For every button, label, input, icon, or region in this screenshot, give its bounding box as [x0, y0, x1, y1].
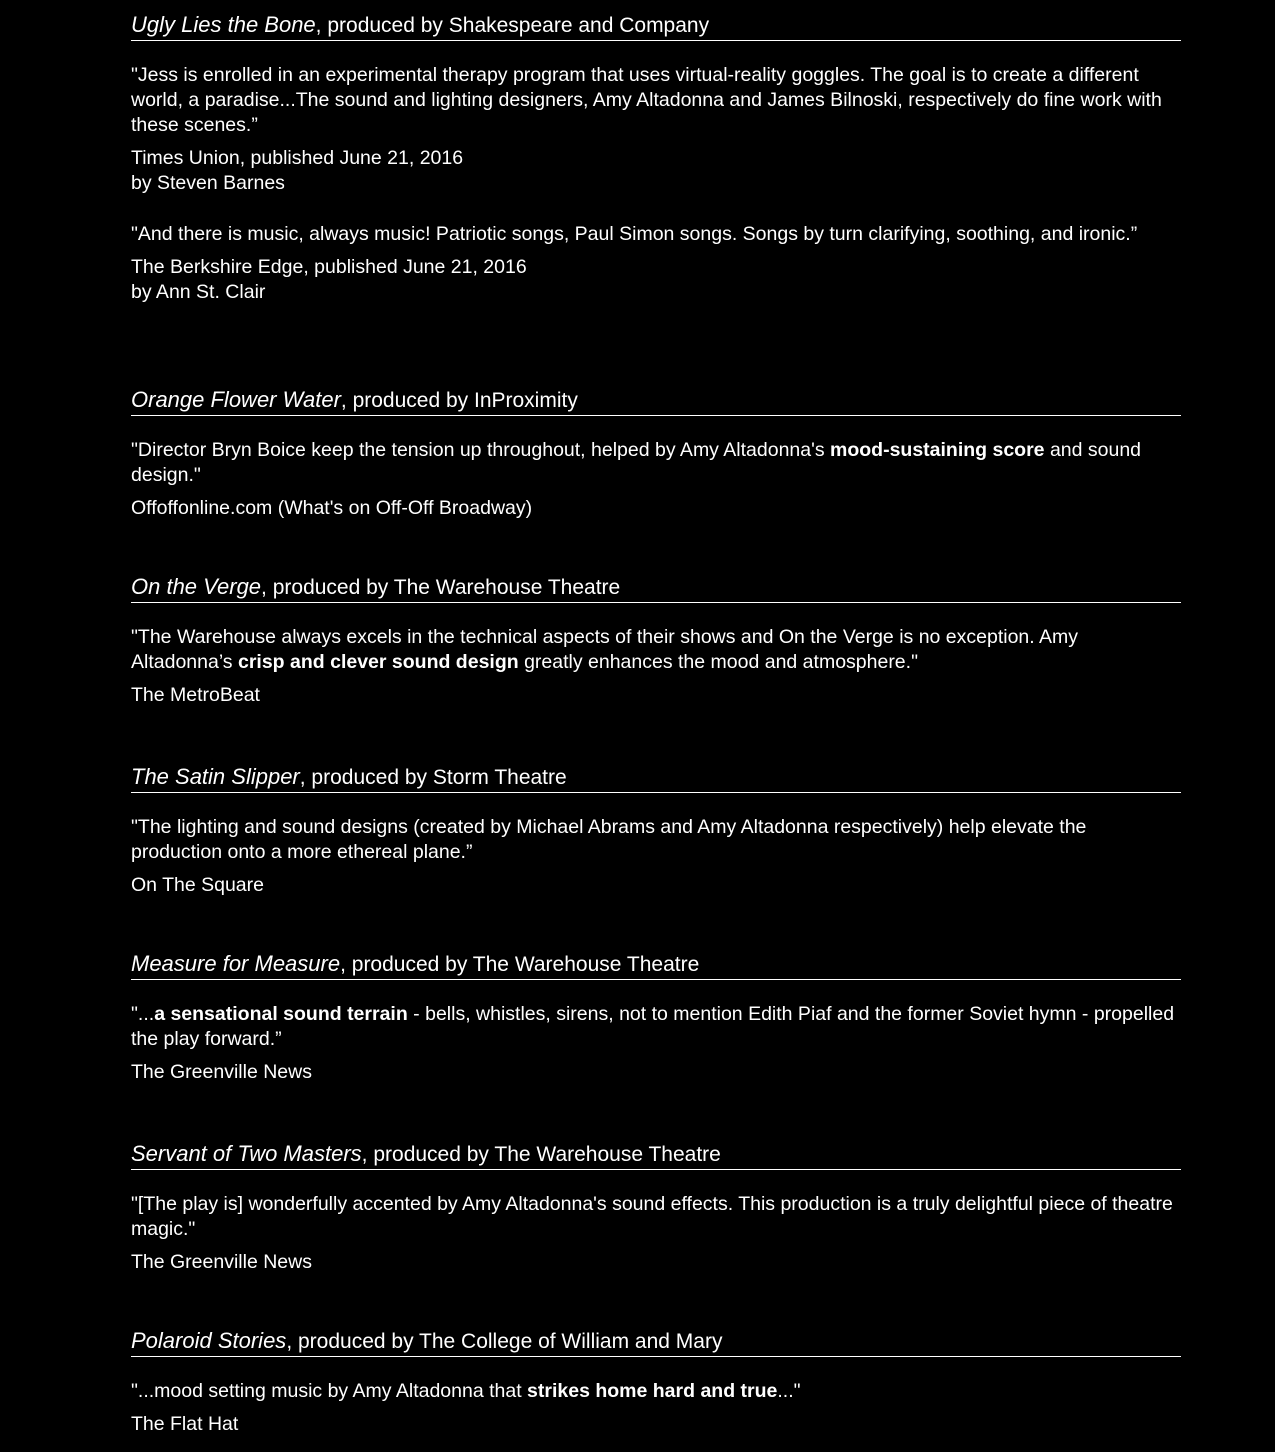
production-heading [131, 574, 1181, 603]
review-entry [131, 222, 1181, 305]
review-entry [131, 1002, 1181, 1085]
quote-emphasis: a sensational sound terrain [154, 1003, 408, 1025]
production-title: The Satin Slipper [131, 764, 300, 789]
production-heading [131, 951, 1181, 980]
review-quote [131, 1379, 1181, 1404]
review-source: Times Union, published June 21, 2016 [131, 147, 464, 169]
production-producer: , produced by The Warehouse Theatre [340, 953, 700, 976]
quote-text: and sound design." [131, 439, 1142, 486]
production-heading [131, 1141, 1181, 1170]
quote-text: "The Warehouse always excels in the technical aspects of their shows and On the Verge is no exception. Amy Altadonna’s [131, 626, 1079, 673]
production-section [131, 574, 1181, 708]
review-source: On The Square [131, 874, 264, 896]
production-section [131, 764, 1181, 898]
quote-emphasis: strikes home hard and true [527, 1380, 778, 1402]
production-heading [131, 12, 1181, 41]
review-entry [131, 1379, 1181, 1437]
production-heading [131, 387, 1181, 416]
quote-text: "The lighting and sound designs (created by Michael Abrams and Amy Altadonna respectively) help elevate the production onto a more ethereal plane.” [131, 816, 1087, 863]
production-producer: , produced by Storm Theatre [299, 766, 567, 789]
quote-text: "... [131, 1003, 155, 1025]
review-quote [131, 625, 1181, 675]
review-entry [131, 1192, 1181, 1275]
review-quote [131, 1002, 1181, 1052]
production-title: Orange Flower Water [131, 387, 341, 412]
review-entry [131, 815, 1181, 898]
quote-text: greatly enhances the mood and atmosphere." [518, 651, 918, 673]
production-producer: , produced by The College of William and Mary [286, 1330, 723, 1353]
review-source: The Greenville News [131, 1251, 312, 1273]
review-source: The MetroBeat [131, 684, 260, 706]
production-title: Ugly Lies the Bone [131, 12, 316, 37]
production-section [131, 1141, 1181, 1275]
review-byline: by Steven Barnes [131, 172, 285, 194]
production-section [131, 1328, 1181, 1437]
review-quote [131, 222, 1181, 247]
review-quote [131, 1192, 1181, 1242]
quote-text: "Jess is enrolled in an experimental therapy program that uses virtual-reality goggles. The goal is to create a different world, a paradise...The sound and lighting designers, Amy Altadonna and James Bilnoski, respectively do fine work with these scenes.” [131, 64, 1162, 136]
production-title: On the Verge [131, 574, 262, 599]
production-producer: , produced by InProximity [340, 389, 578, 412]
quote-text: "...mood setting music by Amy Altadonna that [131, 1380, 528, 1402]
production-section [131, 387, 1181, 521]
review-quote [131, 438, 1181, 488]
production-producer: , produced by Shakespeare and Company [315, 14, 710, 37]
review-source: The Flat Hat [131, 1413, 239, 1435]
review-source: The Berkshire Edge, published June 21, 2016 [131, 256, 527, 278]
review-entry [131, 438, 1181, 521]
production-title: Servant of Two Masters [131, 1141, 362, 1166]
quote-text: "Director Bryn Boice keep the tension up throughout, helped by Amy Altadonna's [131, 439, 830, 461]
quote-emphasis: crisp and clever sound design [237, 651, 519, 673]
review-source: Offoffonline.com (What's on Off-Off Broadway) [131, 497, 533, 519]
production-title: Measure for Measure [131, 951, 341, 976]
production-title: Polaroid Stories [131, 1328, 287, 1353]
production-producer: , produced by The Warehouse Theatre [261, 576, 621, 599]
quote-text: "And there is music, always music! Patriotic songs, Paul Simon songs. Songs by turn clarifying, soothing, and ironic.” [131, 223, 1138, 245]
production-heading [131, 764, 1181, 793]
production-section [131, 12, 1181, 305]
review-source: The Greenville News [131, 1061, 312, 1083]
production-heading [131, 1328, 1181, 1357]
quote-emphasis: mood-sustaining score [830, 439, 1045, 461]
review-quote [131, 815, 1181, 865]
quote-text: ..." [777, 1380, 801, 1402]
review-entry [131, 63, 1181, 196]
review-entry [131, 625, 1181, 708]
production-producer: , produced by The Warehouse Theatre [361, 1143, 721, 1166]
quote-text: - bells, whistles, sirens, not to mention Edith Piaf and the former Soviet hymn - propelled the play forward.” [131, 1003, 1175, 1050]
review-quote [131, 63, 1181, 138]
review-byline: by Ann St. Clair [131, 281, 266, 303]
production-section [131, 951, 1181, 1085]
quote-text: "[The play is] wonderfully accented by Amy Altadonna's sound effects. This production is a truly delightful piece of theatre magic." [131, 1193, 1173, 1240]
